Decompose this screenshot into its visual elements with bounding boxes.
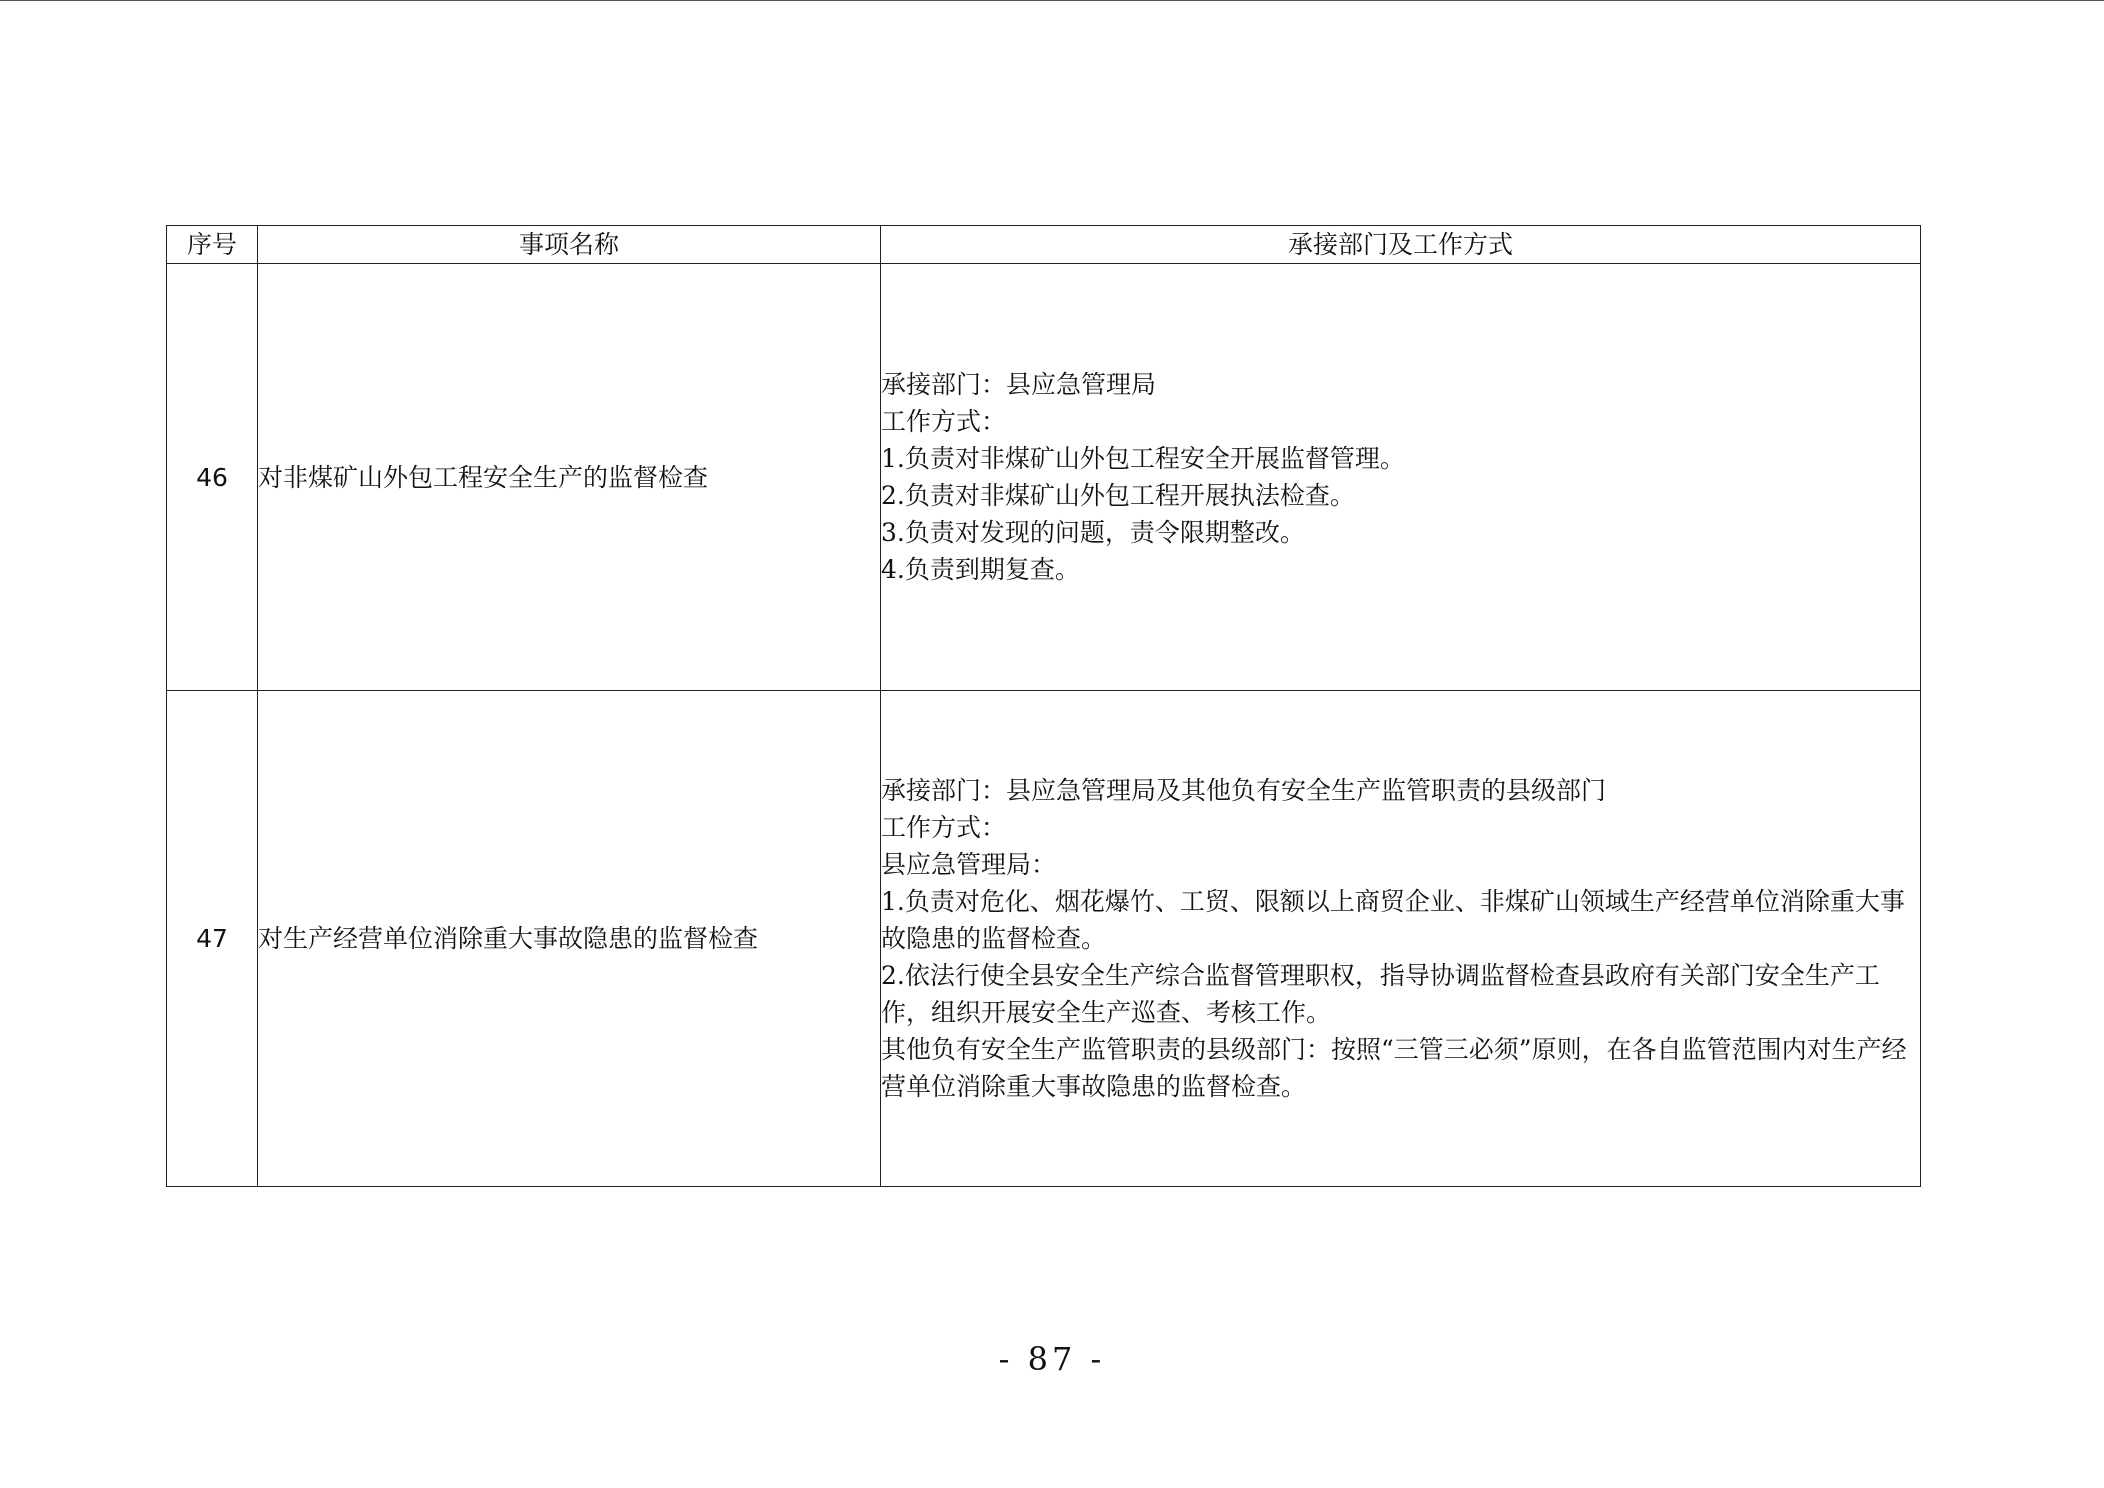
- dept-line: 2.依法行使全县安全生产综合监督管理职权，指导协调监督检查县政府有关部门安全生产工作，组织开展安全生产巡查、考核工作。: [881, 961, 1880, 1027]
- row-matter-name: 对生产经营单位消除重大事故隐患的监督检查: [258, 691, 881, 1187]
- header-serial-number: 序号: [167, 226, 258, 264]
- dept-line: 1.负责对危化、烟花爆竹、工贸、限额以上商贸企业、非煤矿山领域生产经营单位消除重大事故隐患的监督检查。: [881, 887, 1905, 953]
- page-number: - 87 -: [998, 1340, 1106, 1378]
- row-department-and-method: [881, 691, 1921, 1187]
- header-matter-name: 事项名称: [258, 226, 881, 264]
- row-department-and-method: [881, 264, 1921, 691]
- top-border-line: [0, 0, 2104, 1]
- dept-line: 4.负责到期复查。: [881, 555, 1080, 584]
- table-row: [167, 691, 1921, 1187]
- dept-line: 1.负责对非煤矿山外包工程安全开展监督管理。: [881, 444, 1405, 473]
- dept-line: 县应急管理局：: [881, 850, 1057, 879]
- dept-line: 其他负有安全生产监管职责的县级部门：按照“三管三必须”原则，在各自监管范围内对生产经营单位消除重大事故隐患的监督检查。: [881, 1035, 1907, 1101]
- dept-line: 2.负责对非煤矿山外包工程开展执法检查。: [881, 481, 1355, 510]
- dept-line: 工作方式：: [881, 813, 1007, 842]
- matters-table: [166, 225, 1921, 1187]
- header-department-and-method: 承接部门及工作方式: [881, 226, 1921, 264]
- row-serial-number: 47: [167, 691, 258, 1187]
- dept-line: 工作方式：: [881, 407, 1007, 436]
- row-serial-number: 46: [167, 264, 258, 691]
- dept-line: 3.负责对发现的问题，责令限期整改。: [881, 518, 1305, 547]
- table-header-row: [167, 226, 1921, 264]
- dept-line: 承接部门：县应急管理局: [881, 370, 1157, 399]
- row-matter-name: 对非煤矿山外包工程安全生产的监督检查: [258, 264, 881, 691]
- dept-line: 承接部门：县应急管理局及其他负有安全生产监管职责的县级部门: [881, 776, 1607, 805]
- table-row: [167, 264, 1921, 691]
